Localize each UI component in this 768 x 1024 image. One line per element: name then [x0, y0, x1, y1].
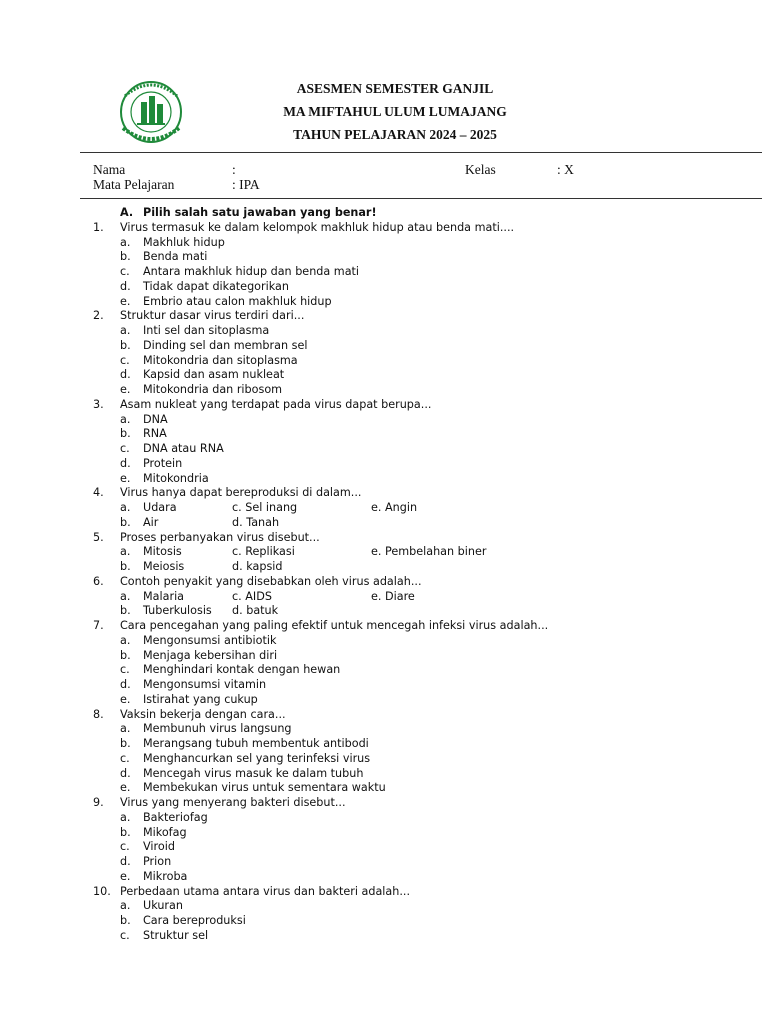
- option-letter: a.: [120, 501, 131, 514]
- option-letter: a.: [120, 810, 131, 824]
- subject-label: Mata Pelajaran: [93, 177, 175, 192]
- option-row: [93, 516, 733, 531]
- option-item: [93, 914, 733, 929]
- question-number: 1.: [93, 220, 104, 234]
- option-text: c. Replikasi: [232, 545, 295, 559]
- question-text: Struktur dasar virus terdiri dari...: [120, 309, 305, 323]
- question-text: Proses perbanyakan virus disebut...: [120, 530, 320, 544]
- option-text: Kapsid dan asam nukleat: [143, 368, 285, 382]
- option-item: [93, 649, 733, 664]
- option-text: DNA atau RNA: [143, 442, 224, 455]
- question-item: [93, 531, 733, 546]
- option-text: d. kapsid: [232, 560, 283, 573]
- option-letter: d.: [120, 456, 131, 470]
- option-item: [93, 427, 733, 442]
- option-text: Embrio atau calon makhluk hidup: [143, 294, 332, 308]
- option-text: d. batuk: [232, 604, 279, 618]
- section-letter: A.: [120, 206, 134, 219]
- option-text: Antara makhluk hidup dan benda mati: [143, 265, 360, 278]
- option-letter: c.: [120, 928, 130, 942]
- option-letter: c.: [120, 353, 130, 367]
- option-item: [93, 339, 733, 354]
- option-letter: d.: [120, 855, 131, 868]
- question-number: 10.: [93, 884, 111, 898]
- question-text: Contoh penyakit yang disebabkan oleh virus adalah...: [120, 574, 422, 588]
- school-logo: [107, 76, 196, 146]
- option-item: [93, 457, 733, 472]
- option-letter: a.: [120, 324, 131, 337]
- option-text: Menjaga kebersihan diri: [143, 648, 278, 662]
- option-text: Istirahat yang cukup: [143, 692, 258, 706]
- question-number: 2.: [93, 309, 104, 323]
- identity-divider: [80, 198, 762, 199]
- option-letter: b.: [120, 427, 131, 441]
- option-item: [93, 737, 733, 752]
- option-letter: c.: [120, 663, 130, 677]
- option-text: Mitokondria dan sitoplasma: [143, 353, 298, 367]
- question-item: [93, 221, 733, 236]
- question-number: 8.: [93, 707, 104, 721]
- option-letter: c.: [120, 265, 130, 278]
- question-list: [93, 206, 733, 944]
- question-item: [93, 619, 733, 634]
- option-letter: a.: [120, 589, 131, 603]
- option-row: [93, 604, 733, 619]
- option-letter: e.: [120, 692, 131, 706]
- name-value: :: [232, 162, 236, 177]
- option-item: [93, 722, 733, 737]
- question-number: 3.: [93, 397, 104, 411]
- option-text: e. Pembelahan biner: [371, 545, 487, 559]
- option-item: [93, 678, 733, 693]
- option-text: Membunuh virus langsung: [143, 722, 292, 736]
- option-letter: b.: [120, 737, 131, 750]
- option-letter: a.: [120, 545, 131, 559]
- option-letter: d.: [120, 279, 131, 293]
- question-item: [93, 398, 733, 413]
- question-text: Perbedaan utama antara virus dan bakteri adalah...: [120, 884, 411, 898]
- option-text: Prion: [143, 855, 172, 868]
- option-text: Mencegah virus masuk ke dalam tubuh: [143, 766, 364, 780]
- option-text: Mitokondria: [143, 471, 209, 485]
- option-letter: b.: [120, 648, 131, 662]
- option-text: Malaria: [143, 589, 185, 603]
- document-header: [200, 77, 590, 146]
- option-letter: c.: [120, 840, 130, 854]
- option-letter: a.: [120, 633, 131, 647]
- option-text: e. Diare: [371, 589, 415, 603]
- option-item: [93, 368, 733, 383]
- question-text: Virus hanya dapat bereproduksi di dalam...: [120, 486, 362, 500]
- option-text: Mikofag: [143, 825, 187, 839]
- question-item: [93, 796, 733, 811]
- class-label: Kelas: [465, 162, 496, 177]
- option-text: Udara: [143, 501, 177, 514]
- option-text: Protein: [143, 456, 183, 470]
- option-item: [93, 634, 733, 649]
- option-item: [93, 811, 733, 826]
- option-text: Tidak dapat dikategorikan: [143, 279, 289, 293]
- question-number: 6.: [93, 574, 104, 588]
- option-text: Benda mati: [143, 250, 208, 264]
- option-row: [93, 590, 733, 605]
- option-row: [93, 560, 733, 575]
- option-letter: a.: [120, 235, 131, 249]
- question-text: Asam nukleat yang terdapat pada virus dapat berupa...: [120, 397, 432, 411]
- option-item: [93, 280, 733, 295]
- question-item: [93, 309, 733, 324]
- option-letter: b.: [120, 825, 131, 839]
- option-item: [93, 855, 733, 870]
- option-text: Makhluk hidup: [143, 235, 225, 249]
- option-text: Mitosis: [143, 545, 182, 559]
- question-number: 4.: [93, 486, 104, 500]
- question-number: 5.: [93, 530, 104, 544]
- option-item: [93, 870, 733, 885]
- option-text: Mengonsumsi antibiotik: [143, 633, 277, 647]
- option-text: Air: [143, 515, 159, 529]
- option-letter: e.: [120, 869, 131, 883]
- option-text: Menghancurkan sel yang terinfeksi virus: [143, 751, 371, 765]
- option-letter: c.: [120, 751, 130, 765]
- question-item: [93, 575, 733, 590]
- name-label: Nama: [93, 162, 126, 177]
- option-text: Mitokondria dan ribosom: [143, 383, 283, 396]
- option-item: [93, 826, 733, 841]
- option-item: [93, 781, 733, 796]
- option-text: Meiosis: [143, 560, 185, 573]
- option-text: e. Angin: [371, 501, 418, 514]
- option-text: Mengonsumsi vitamin: [143, 678, 267, 691]
- option-letter: e.: [120, 781, 131, 795]
- option-item: [93, 295, 733, 310]
- option-text: c. Sel inang: [232, 501, 298, 514]
- option-item: [93, 383, 733, 398]
- option-item: [93, 752, 733, 767]
- option-item: [93, 324, 733, 339]
- option-text: Menghindari kontak dengan hewan: [143, 663, 341, 677]
- option-letter: b.: [120, 338, 131, 352]
- option-text: Dinding sel dan membran sel: [143, 338, 308, 352]
- question-text: Virus yang menyerang bakteri disebut...: [120, 796, 346, 809]
- question-text: Cara pencegahan yang paling efektif untuk mencegah infeksi virus adalah...: [120, 619, 549, 632]
- option-item: [93, 693, 733, 708]
- option-text: Mikroba: [143, 869, 188, 883]
- option-letter: b.: [120, 914, 131, 927]
- option-text: DNA: [143, 412, 168, 426]
- option-text: Tuberkulosis: [143, 604, 212, 618]
- option-item: [93, 265, 733, 280]
- option-item: [93, 663, 733, 678]
- question-number: 9.: [93, 796, 104, 809]
- option-text: Cara bereproduksi: [143, 914, 246, 927]
- option-text: c. AIDS: [232, 589, 272, 603]
- option-text: RNA: [143, 427, 167, 441]
- question-item: [93, 708, 733, 723]
- option-text: Inti sel dan sitoplasma: [143, 324, 270, 337]
- option-letter: d.: [120, 678, 131, 691]
- option-text: Membekukan virus untuk sementara waktu: [143, 781, 386, 795]
- option-row: [93, 501, 733, 516]
- option-item: [93, 840, 733, 855]
- header-school: MA MIFTAHUL ULUM LUMAJANG: [283, 104, 507, 119]
- option-item: [93, 413, 733, 428]
- question-item: [93, 486, 733, 501]
- option-item: [93, 250, 733, 265]
- header-year: TAHUN PELAJARAN 2024 – 2025: [293, 127, 497, 142]
- class-value: : X: [557, 162, 574, 177]
- option-letter: a.: [120, 722, 131, 736]
- question-text: Virus termasuk ke dalam kelompok makhluk hidup atau benda mati....: [120, 220, 515, 234]
- option-letter: b.: [120, 515, 131, 529]
- option-text: Bakteriofag: [143, 810, 208, 824]
- option-letter: d.: [120, 368, 131, 382]
- section-text: Pilih salah satu jawaban yang benar!: [143, 206, 377, 219]
- option-item: [93, 354, 733, 369]
- option-letter: b.: [120, 604, 131, 618]
- question-number: 7.: [93, 619, 104, 632]
- option-item: [93, 236, 733, 251]
- option-text: Viroid: [143, 840, 175, 854]
- option-letter: c.: [120, 442, 130, 455]
- option-text: Struktur sel: [143, 928, 209, 942]
- option-item: [93, 767, 733, 782]
- option-letter: e.: [120, 294, 131, 308]
- header-divider: [80, 152, 762, 153]
- question-text: Vaksin bekerja dengan cara...: [120, 707, 286, 721]
- option-row: [93, 545, 733, 560]
- option-letter: b.: [120, 560, 131, 573]
- question-item: [93, 885, 733, 900]
- header-title: ASESMEN SEMESTER GANJIL: [296, 81, 494, 96]
- option-letter: e.: [120, 471, 131, 485]
- option-item: [93, 442, 733, 457]
- option-item: [93, 899, 733, 914]
- section-instruction: [93, 206, 733, 221]
- option-text: d. Tanah: [232, 515, 280, 529]
- option-text: Ukuran: [143, 899, 183, 913]
- subject-value: : IPA: [232, 177, 260, 192]
- option-letter: b.: [120, 250, 131, 264]
- option-letter: a.: [120, 412, 131, 426]
- option-text: Merangsang tubuh membentuk antibodi: [143, 737, 369, 750]
- option-letter: e.: [120, 383, 131, 396]
- option-item: [93, 929, 733, 944]
- option-letter: d.: [120, 766, 131, 780]
- option-letter: a.: [120, 899, 131, 913]
- option-item: [93, 472, 733, 487]
